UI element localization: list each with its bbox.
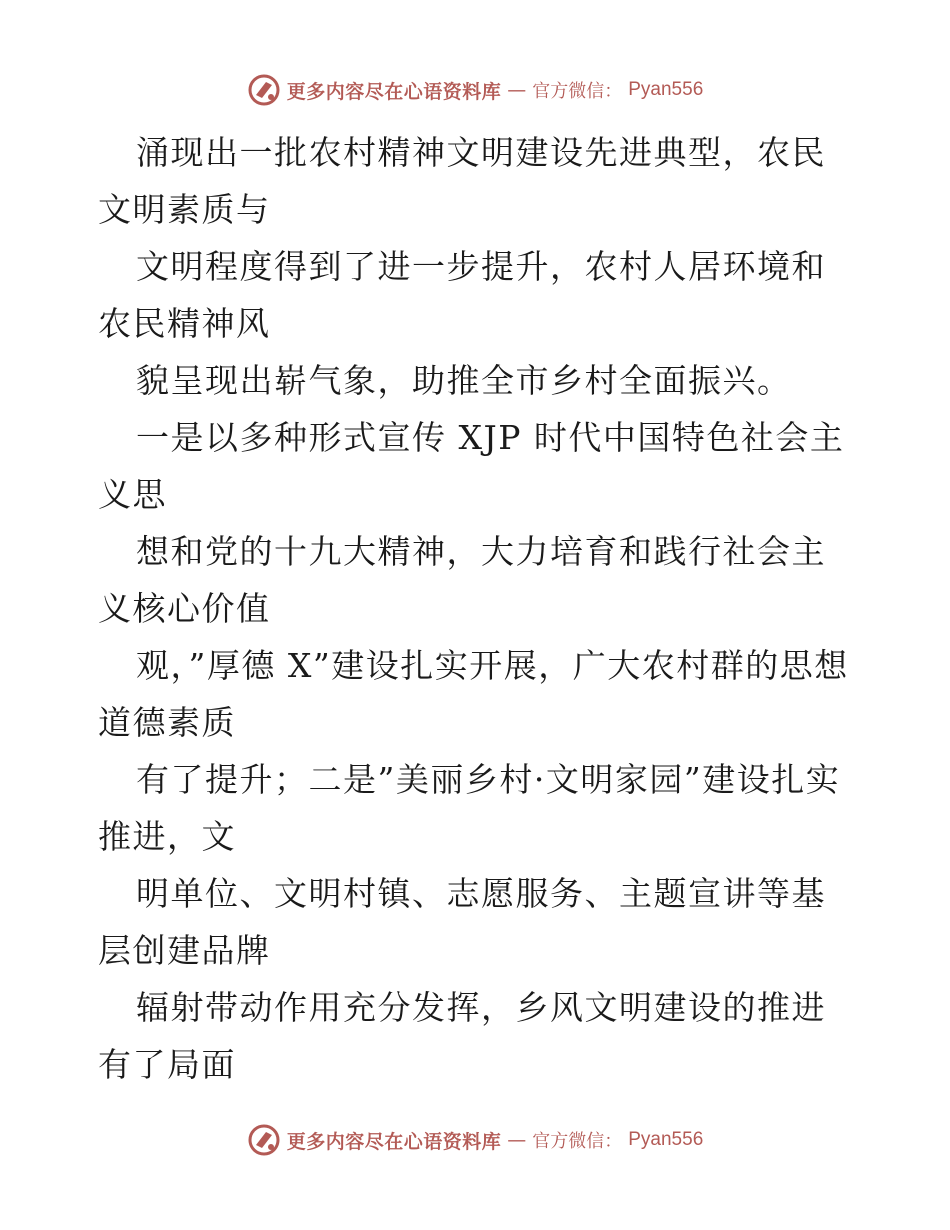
paragraph: 有了提升；二是”美丽乡村·文明家园”建设扎实推进，文 <box>98 760 841 856</box>
brand-logo-icon <box>247 1123 281 1157</box>
banner-text: 更多内容尽在心语资料库 <box>286 1130 502 1153</box>
paragraph: 明单位、文明村镇、志愿服务、主题宣讲等基层创建品牌 <box>98 874 826 970</box>
header-banner <box>0 70 950 110</box>
banner-wechat-label: 官方微信： <box>532 81 623 102</box>
paragraph: 貌呈现出崭气象，助推全市乡村全面振兴。 <box>136 361 792 400</box>
paragraph: 想和党的十九大精神，大力培育和践行社会主义核心价值 <box>98 532 826 628</box>
banner-wechat-id: Pyan556 <box>628 79 704 100</box>
banner-dash: — <box>507 1129 527 1151</box>
paragraph: 文明程度得到了进一步提升，农村人居环境和农民精神风 <box>98 247 826 343</box>
paragraph: 涌现出一批农村精神文明建设先进典型，农民文明素质与 <box>98 133 826 229</box>
paragraph: 观，”厚德 X”建设扎实开展，广大农村群的思想道德素质 <box>98 646 849 742</box>
banner-wechat-id: Pyan556 <box>628 1129 704 1150</box>
paragraph: 辐射带动作用充分发挥，乡风文明建设的推进有了局面 <box>98 988 826 1084</box>
brand-logo-icon <box>247 73 281 107</box>
banner-dash: — <box>507 79 527 101</box>
banner-wechat-label: 官方微信： <box>532 1131 623 1152</box>
banner-text: 更多内容尽在心语资料库 <box>286 80 502 103</box>
paragraph: 一是以多种形式宣传 XJP 时代中国特色社会主义思 <box>98 418 845 514</box>
document-body <box>98 124 858 1093</box>
footer-banner <box>0 1120 950 1160</box>
